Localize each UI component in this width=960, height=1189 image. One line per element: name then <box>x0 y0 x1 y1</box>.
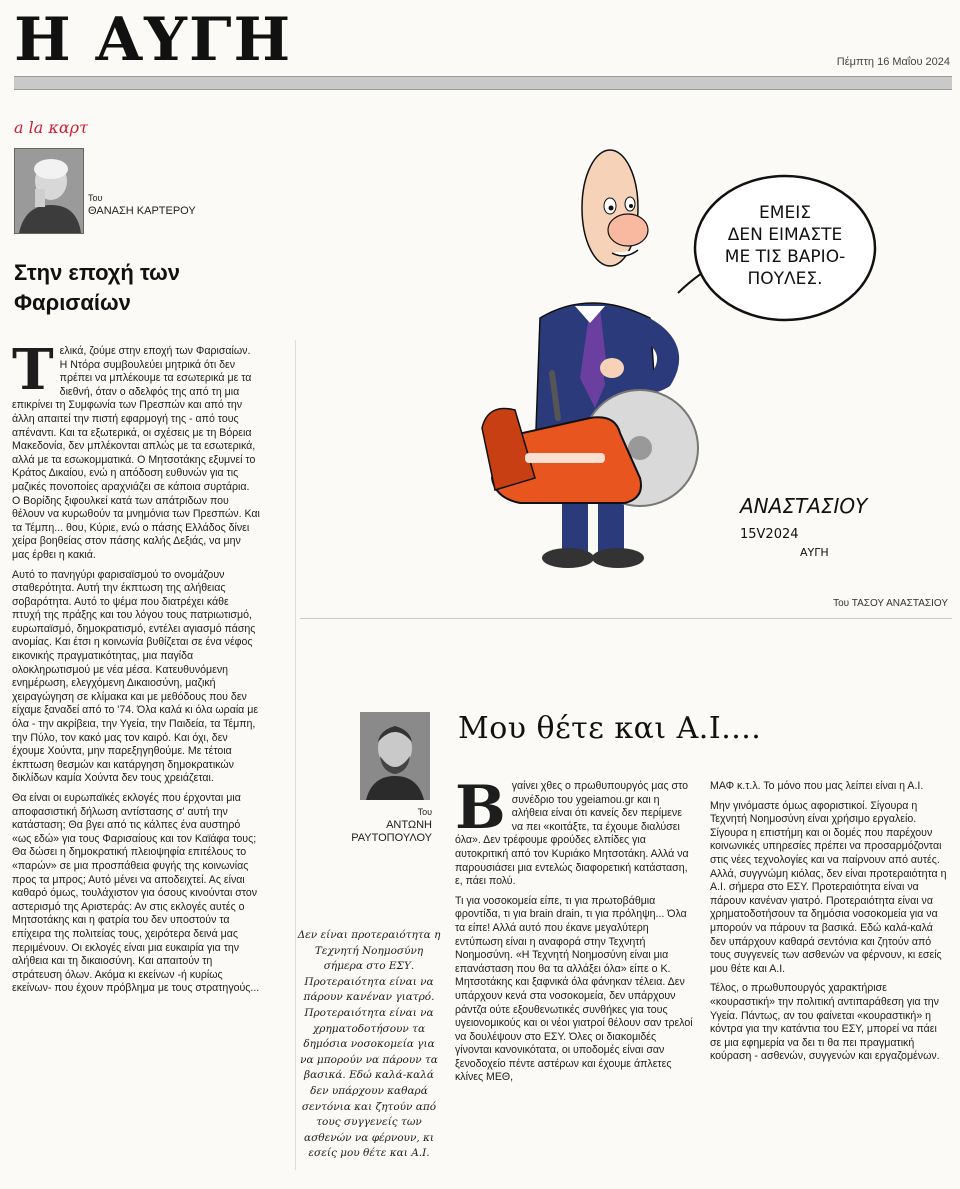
issue-date: Πέμπτη 16 Μαΐου 2024 <box>836 56 950 68</box>
author-byline <box>340 806 432 845</box>
author-name: ΑΝΤΩΝΗ ΡΑΥΤΟΠΟΥΛΟΥ <box>351 819 432 844</box>
paragraph: Βγαίνει χθες ο πρωθυπουργός μας στο συνέδριο του ygeiamou.gr και η αλήθεια είναι ότι κανείς δεν περίμενε να πει «κοιτάξτε, τα έχουμε διαλύσει όλα». Δεν τρέφουμε φρούδες ελπίδες για αυτοκριτική από τον Κυριάκο Μητσοτάκη. Αλλά να παρουσιάσει μια εντελώς διαφορετική κατάσταση, ε, πάει πολύ. <box>455 773 689 888</box>
author-photo <box>360 712 430 800</box>
paragraph: Τι για νοσοκομεία είπε, τι για πρωτοβάθμια φροντίδα, τι για brain drain, τι για πρόληψη... Όλα τα είπε! Αλλά αυτό που έκανε μεγαλύτερη εντύπωση είναι η αναφορά στην Τεχνητή Νοημοσύνη. «Η Τεχνητή Νοημοσύνη είναι μια επανάσταση που θα τα αλλάξει όλα» είπε ο Κ. Μητσοτάκης και ξαφνικά όλα φάνηκαν τέλεια. Δεν υπάρχουν κενά στα νοσοκομεία, δεν υπάρχουν ράντζα ούτε εξουθενωτικές συνθήκες για τους υγειονομικούς και οι νέοι γιατροί θέλουν σαν τρελοί να δουλέψουν στο ΕΣΥ. Όλες οι διακομιδές γίνονται κανονικότατα, οι υποδομές είναι σαν ξενοδοχείο πέντε αστέρων και έχουμε άπλετες κλίνες ΜΕΘ, <box>455 894 693 1084</box>
masthead: Η ΑΥΓΗ <box>14 5 293 75</box>
article-body-col-1 <box>455 773 693 1091</box>
article-body <box>12 337 260 1002</box>
dropcap: Τ <box>12 337 54 403</box>
paragraph: Μην γινόμαστε όμως αφοριστικοί. Σίγουρα η Τεχνητή Νοημοσύνη είναι χρήσιμο εργαλείο. Σίγουρα η επιστήμη και οι δομές που παρέχουν κοινωνικές υπηρεσίες πρέπει να προσαρμόζονται στις νέες τεχνολογίες και να παίρνουν από αυτές. Αλλά, συγγνώμη κιόλας, δεν είναι προτεραιότητα η Α.Ι. σήμερα στο ΕΣΥ. Προτεραιότητα είναι να πάρουν κανέναν γιατρό. Προτεραιότητα είναι να χρηματοδοτήσουν τα δημόσια νοσοκομεία για να μπορούν να πάρουν τα βασικά. Εδώ καλά-καλά δεν υπάρχουν καθαρά σεντόνια και ζητούν από τους συγγενείς των ασθενών να φέρνουν, κι εσείς μου θέτε και Α.Ι. <box>710 799 947 975</box>
svg-text:ΜΕ ΤΙΣ ΒΑΡΙΟ-: ΜΕ ΤΙΣ ΒΑΡΙΟ- <box>724 247 846 267</box>
cartoon-credit: Του ΤΑΣΟΥ ΑΝΑΣΤΑΣΙΟΥ <box>833 598 948 609</box>
cartoon-signature-date: 15V2024 <box>740 527 799 542</box>
cartoon <box>440 118 940 588</box>
paragraph: Τέλος, ο πρωθυπουργός χαρακτήρισε «κουραστική» την πολιτική αντιπαράθεση για την Υγεία. Πάντως, αν του φαίνεται «κουραστική» η κόντρα για την κατάντια του ΕΣΥ, μπορεί να πάει σε μια εφημερία να δει τι θα πει πραγματική κούραση - ασθενών, συγγενών και εργαζομένων. <box>710 982 940 1063</box>
cartoon-signature-paper: ΑΥΓΗ <box>800 546 829 559</box>
author-byline <box>88 192 208 218</box>
byline-prefix: Του <box>417 807 432 817</box>
paragraph: Θα είναι οι ευρωπαϊκές εκλογές που έρχονται μια αποφασιστική δήλωση αντίστασης σ' αυτή την κατάσταση; Θα βγει από τις κάλπες ένα αυστηρό «ως εδώ» για τους Φαρισαίους και τον Καϊάφα τους; Θα δώσει η δημοκρατική πλειοψηφία επιτέλους το «παρών» σε μια προσπάθεια φυγής της κοινωνίας προς τα μπρος; Αυτό μένει να αποδειχτεί. Ας είναι καθαρό όμως, τουλάχιστον για όσους κινούνται στον αστερισμό της Αριστεράς: Αν στις εκλογές αυτές ο Μητσοτάκης και η φατρία του δεν υποστούν τα επίχειρα της πολιτείας τους, χειρότερα δεινά μας περιμένουν. Οι εκλογές είναι μια ευκαιρία για την αλήθεια και τη δικαιοσύνη. Και απαιτούν τη στράτευση όλων. Ακόμα κι εκείνων -ή κυρίως εκείνων- που έχουν πρόβλημα με τους στρατηγούς... <box>12 792 260 995</box>
article-headline: Στην εποχή των Φαρισαίων <box>14 260 180 315</box>
article-headline: Μου θέτε και Α.Ι.... <box>458 711 762 746</box>
byline-prefix: Του <box>88 193 103 203</box>
pull-quote: Δεν είναι προτεραιότητα η Τεχνητή Νοημοσύνη σήμερα στο ΕΣΥ. Προτεραιότητα είναι να πάρουν κανέναν γιατρό. Προτεραιότητα είναι να χρηματοδοτήσουν τα δημόσια νοσοκομεία για να μπορούν να πάρουν τα βασικά. Εδώ καλά-καλά δεν υπάρχουν καθαρά σεντόνια και ζητούν από τους συγγενείς των ασθενών να φέρνουν, κι εσείς μου θέτε και Α.Ι. <box>297 929 441 1160</box>
article-body-col-2 <box>710 780 950 1070</box>
paragraph: Τελικά, ζούμε στην εποχή των Φαρισαίων. Η Ντόρα συμβουλεύει μητρικά ότι δεν πρέπει να μπλέκουμε τα εσωτερικά με τα διεθνή, όταν ο αδελφός της από τη μια επικρίνει τη Συμφωνία των Πρεσπών και από την άλλη απαιτεί την πιστή εφαρμογή της - από τους απέναντι. Και τα εξωτερικά, οι σχέσεις με τη Βόρεια Μακεδονία, δεν μπλέκονται απλώς με τα εσωτερικά, αλλά με τα εσωκομματικά. Ο Μητσοτάκης εξυμνεί το Κράτος Δικαίου, ενώ η απόδοση ευθυνών για τις μαζικές πονοποίες αραχνιάζει σε κάποια συρτάρια. Ο Βορίδης ξιφουλκεί κατά των απάτριδων που θέλουν να κυρωθούν τα μνημόνια των Πρεσπών. Και τα Τέμπη... θου, Κύριε, ενώ ο πάσης Ελλάδος δίνει χείρα βοηθείας στον πάσης καλής Δεξιάς, να μην μας έρθει η κακιά. <box>12 337 260 561</box>
author-name: ΘΑΝΑΣΗ ΚΑΡΤΕΡΟΥ <box>88 205 196 217</box>
svg-text:ΔΕΝ ΕΙΜΑΣΤΕ: ΔΕΝ ΕΙΜΑΣΤΕ <box>727 225 843 245</box>
svg-text:ΕΜΕΙΣ: ΕΜΕΙΣ <box>759 203 811 223</box>
section-label: a la καρτ <box>14 118 88 137</box>
dropcap: Β <box>455 773 506 843</box>
cartoon-signature: ΑΝΑΣΤΑΣΙΟΥ <box>740 494 868 518</box>
svg-text:ΠΟΥΛΕΣ.: ΠΟΥΛΕΣ. <box>747 269 823 289</box>
header-rule <box>14 76 952 90</box>
section-divider <box>300 618 952 619</box>
author-photo <box>14 148 84 234</box>
paragraph: ΜΑΦ κ.τ.λ. Το μόνο που μας λείπει είναι η Α.Ι. <box>710 780 924 792</box>
paragraph: Αυτό το πανηγύρι φαρισαϊσμού το ονομάζουν σταθερότητα. Αυτή την έκπτωση της αλήθειας σοβαρότητα. Αυτό το ψέμα που διατρέχει κάθε πτυχή της πράξης και του λόγου τους πατριωτισμό, ευρωπαϊσμό, δημοκρατισμό, εντέλει αγιασμό πάσης ανομίας. Και έτσι η κοινωνία βυθίζεται σε ένα νέφος εικονικής πραγματικότητας, μια παγίδα ολοκληρωτισμού με νέα μέσα. Κατευθυνόμενη ενημέρωση, ελεγχόμενη Δικαιοσύνη, μαζική χειραγώγηση σε κλίμακα και με μεθόδους που δεν είχαμε ξαναδεί από το '74. Όλα καλά κι όλα ωραία με όλα - την ακρίβεια, την Υγεία, την Παιδεία, τα Τέμπη, την Πύλο, τον κακό μας τον καιρό. Και όχι, δεν έχουμε Χούντα, μην παρεξηγηθούμε. Με τέτοια έκπτωση θεσμών και κατάργηση δημοκρατικών δικλίδων καμία Χούντα δεν τους χρειάζεται. <box>12 568 259 785</box>
